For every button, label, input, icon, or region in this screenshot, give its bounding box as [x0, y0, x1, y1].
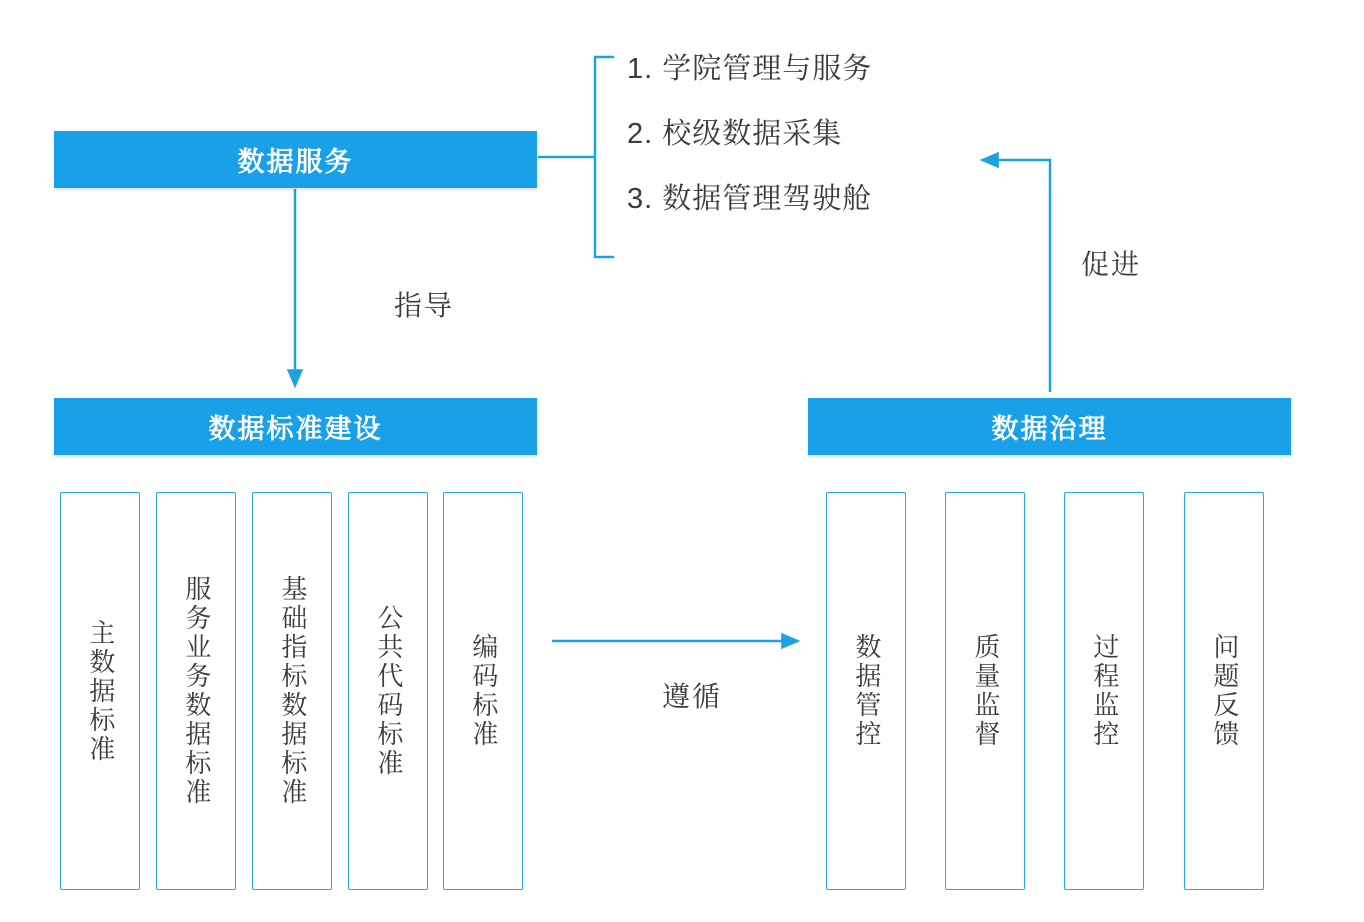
annotation-item-1: 1. 学院管理与服务 — [627, 53, 873, 85]
standard-item-box[interactable] — [252, 492, 332, 890]
annotation-item-2: 2. 校级数据采集 — [627, 118, 843, 150]
governance-item-label: 质量监督 — [970, 633, 1001, 749]
edge-label-guide: 指导 — [394, 290, 455, 321]
governance-item-box[interactable] — [826, 492, 906, 890]
governance-item-box[interactable] — [1184, 492, 1264, 890]
annotation-list — [627, 55, 1007, 250]
node-data-service[interactable]: 数据服务 — [54, 131, 537, 188]
standard-item-label: 服务业务数据标准 — [181, 575, 212, 807]
governance-item-label: 过程监控 — [1089, 633, 1120, 749]
annotation-item-3: 3. 数据管理驾驶舱 — [627, 183, 873, 215]
standard-item-label: 编码标准 — [468, 633, 499, 749]
node-data-standard[interactable]: 数据标准建设 — [54, 398, 537, 455]
node-data-governance[interactable]: 数据治理 — [808, 398, 1291, 455]
standard-item-box[interactable] — [443, 492, 523, 890]
governance-item-box[interactable] — [1064, 492, 1144, 890]
edge-label-follow: 遵循 — [662, 681, 723, 712]
standard-item-label: 公共代码标准 — [373, 604, 404, 778]
governance-item-label: 问题反馈 — [1209, 633, 1240, 749]
standard-item-label: 基础指标数据标准 — [277, 575, 308, 807]
governance-item-label: 数据管控 — [851, 633, 882, 749]
edge-label-promote: 促进 — [1081, 249, 1142, 280]
governance-item-box[interactable] — [945, 492, 1025, 890]
standard-item-box[interactable] — [156, 492, 236, 890]
standard-item-box[interactable] — [348, 492, 428, 890]
standard-item-box[interactable] — [60, 492, 140, 890]
standard-item-label: 主数据标准 — [85, 618, 116, 764]
